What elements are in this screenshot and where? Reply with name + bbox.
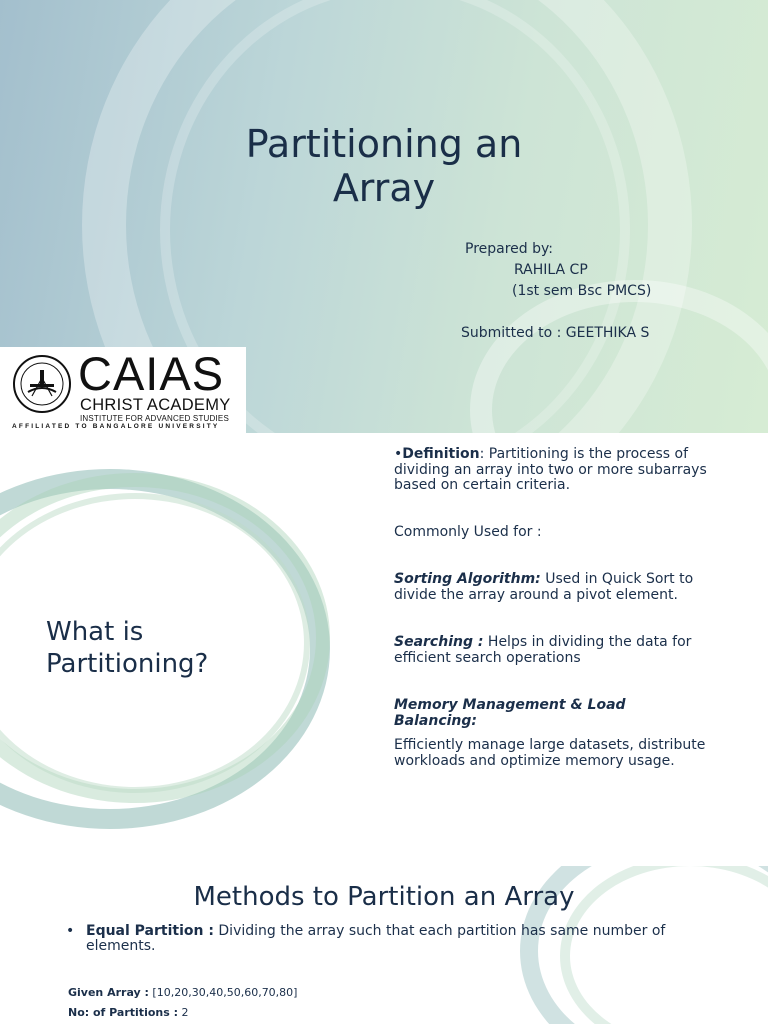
- definition-text: : Partitioning is the process of dividing an array into two or more subarrays based on certain criteria.: [394, 446, 707, 493]
- given-array: [68, 986, 297, 1000]
- slide-title: Methods to Partition an Array: [193, 882, 575, 912]
- memory-description: Efficiently manage large datasets, distribute workloads and optimize memory usage.: [394, 737, 706, 769]
- logo-institute: INSTITUTE FOR ADVANCED STUDIES: [80, 414, 229, 423]
- partition-count-label: No: of Partitions :: [68, 1006, 178, 1019]
- use-item: [394, 635, 724, 666]
- presentation-title: [184, 122, 584, 210]
- author-course: (1st sem Bsc PMCS): [512, 283, 652, 299]
- given-array-value: [10,20,30,40,50,60,70,80]: [148, 986, 298, 999]
- bullet-glyph: •: [394, 446, 403, 462]
- use-label: Sorting Algorithm:: [394, 571, 541, 587]
- prepared-by-label: Prepared by:: [465, 241, 553, 257]
- bullet-glyph: •: [66, 923, 75, 939]
- use-text: Helps in dividing the data for efficient search operations: [394, 634, 692, 666]
- methods-slide: [0, 866, 768, 1024]
- use-item: [394, 572, 724, 603]
- seal-icon: [12, 354, 72, 414]
- use-text: Used in Quick Sort to divide the array around a pivot element.: [394, 571, 694, 603]
- use-label: Memory Management & Load Balancing:: [394, 697, 626, 729]
- method-item: [86, 924, 686, 954]
- decorative-ring: [470, 280, 768, 433]
- title-line-1: Partitioning an: [245, 122, 523, 166]
- logo-wordmark: CAIAS: [78, 347, 225, 400]
- definition-label: Definition: [402, 446, 480, 462]
- given-array-label: Given Array :: [68, 986, 149, 999]
- author-name: RAHILA CP: [514, 262, 588, 278]
- use-item: [394, 698, 654, 729]
- partition-count-value: 2: [178, 1006, 189, 1019]
- logo-subtitle: CHRIST ACADEMY: [80, 396, 231, 414]
- institution-logo: [0, 347, 246, 433]
- title-line-2: Array: [332, 166, 436, 210]
- title-line-2: Partitioning?: [46, 649, 209, 679]
- method-label: Equal Partition :: [86, 923, 214, 939]
- commonly-used-heading: Commonly Used for :: [394, 524, 542, 540]
- title-line-1: What is: [46, 617, 144, 647]
- title-slide: [0, 0, 768, 433]
- logo-affiliation: AFFILIATED TO BANGALORE UNIVERSITY: [12, 423, 220, 430]
- use-label: Searching :: [394, 634, 484, 650]
- method-text: Dividing the array such that each partition has same number of elements.: [86, 923, 666, 954]
- definition-slide: [0, 433, 768, 866]
- definition-paragraph: [394, 447, 724, 494]
- partition-count: [68, 1006, 189, 1020]
- submitted-to: Submitted to : GEETHIKA S: [461, 325, 650, 341]
- slide-title: [46, 616, 208, 680]
